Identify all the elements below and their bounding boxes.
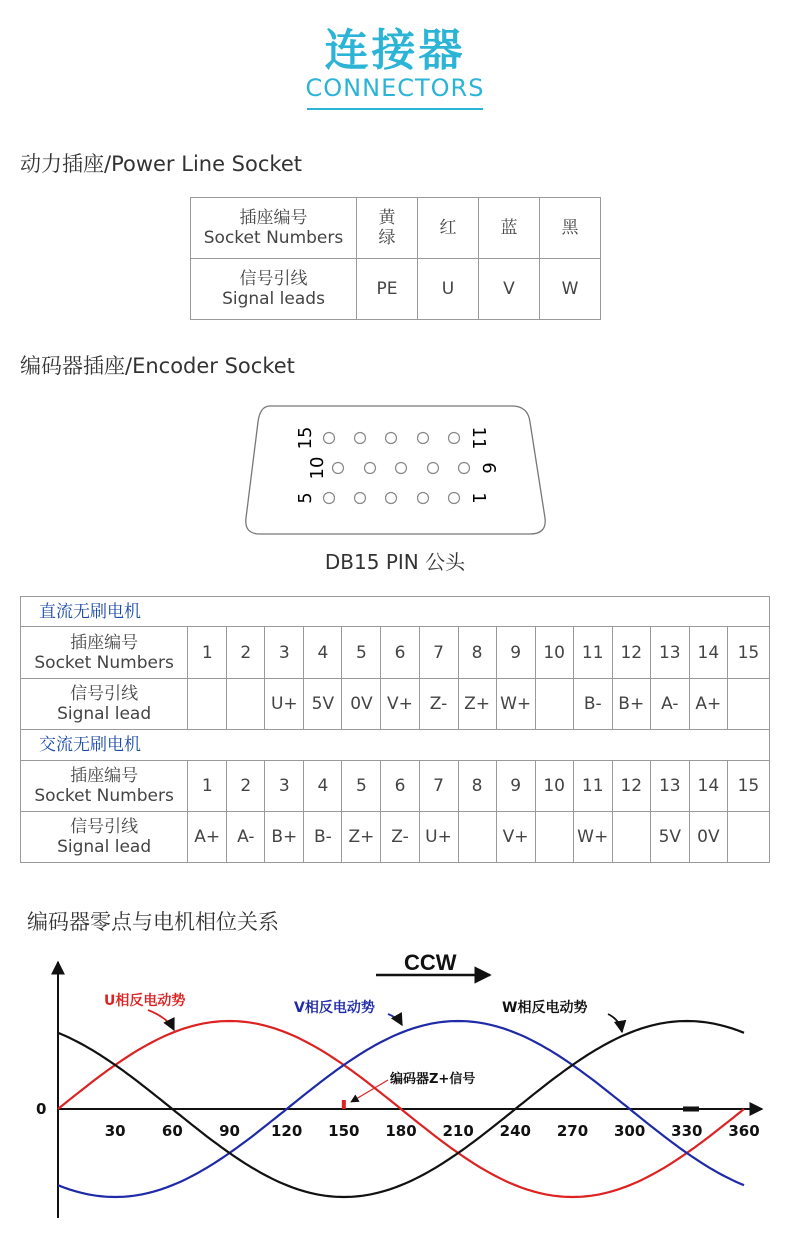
table-cell: 红 <box>418 198 479 259</box>
table-cell: PE <box>357 259 418 320</box>
table-cell: 14 <box>689 761 727 812</box>
pin-label-1: 1 <box>468 492 489 504</box>
table-cell: 7 <box>419 627 458 679</box>
pin-label-11: 11 <box>468 426 489 450</box>
x-tick-label: 150 <box>328 1122 360 1140</box>
phase-chart-heading: 编码器零点与电机相位关系 <box>27 910 279 934</box>
table-cell: V+ <box>381 679 419 730</box>
pin-hole <box>324 433 335 444</box>
table-cell: 0V <box>342 679 381 730</box>
table-cell <box>535 812 573 863</box>
x-tick-label: 270 <box>556 1122 589 1140</box>
x-tick-label: 180 <box>385 1122 417 1140</box>
table-cell <box>727 812 769 863</box>
table-cell: B- <box>304 812 342 863</box>
table-row <box>21 761 770 812</box>
row-label-en: Socket Numbers <box>34 652 174 673</box>
table-cell: 3 <box>265 761 304 812</box>
table-cell: 8 <box>458 761 496 812</box>
x-tick-labels <box>105 1122 760 1140</box>
table-cell: 5 <box>342 761 381 812</box>
phase-chart <box>0 940 790 1240</box>
table-cell: 15 <box>727 627 769 679</box>
x-tick-label: 30 <box>104 1122 126 1140</box>
power-socket-table <box>190 197 601 320</box>
table-cell: A- <box>227 812 265 863</box>
row-label-en: Socket Numbers <box>203 228 344 248</box>
page-subtitle: CONNECTORS <box>305 74 485 102</box>
power-socket-heading: 动力插座/Power Line Socket <box>20 152 302 176</box>
table-cell: 10 <box>535 761 573 812</box>
table-cell: 2 <box>227 627 265 679</box>
pin-label-15: 15 <box>295 426 316 450</box>
table-row <box>21 679 770 730</box>
pin-hole <box>355 493 366 504</box>
title-underline <box>307 108 483 110</box>
table-cell: 黑 <box>540 198 601 259</box>
table-cell: Z- <box>381 812 419 863</box>
table-row <box>191 198 601 259</box>
table-cell <box>727 679 769 730</box>
table-cell: 7 <box>419 761 458 812</box>
table-cell: B- <box>573 679 612 730</box>
pin-hole <box>386 493 397 504</box>
table-section-header <box>21 730 770 761</box>
row-label <box>21 812 188 863</box>
row-label <box>21 627 188 679</box>
table-cell: 11 <box>573 761 612 812</box>
pin-hole <box>449 493 460 504</box>
x-tick-label: 300 <box>614 1122 646 1140</box>
row-label <box>21 761 188 812</box>
table-cell: Z+ <box>342 812 381 863</box>
ac-motor-heading: 交流无刷电机 <box>21 730 770 761</box>
table-cell: 12 <box>612 761 650 812</box>
table-cell: A- <box>650 679 689 730</box>
x-tick-label: 60 <box>161 1122 183 1140</box>
table-cell <box>458 812 496 863</box>
pin-hole <box>449 433 460 444</box>
table-cell: 6 <box>381 627 419 679</box>
pin-hole <box>459 463 470 474</box>
table-cell: 0V <box>689 812 727 863</box>
table-cell: U+ <box>419 812 458 863</box>
table-cell: W+ <box>496 679 535 730</box>
row-label-en: Signal lead <box>57 704 152 724</box>
table-cell: 10 <box>535 627 573 679</box>
row-label-zh: 信号引线 <box>70 817 139 837</box>
x-tick-label: 90 <box>219 1122 240 1140</box>
table-cell: 14 <box>689 627 727 679</box>
w-curve-label: W相反电动势 <box>502 1000 588 1016</box>
db15-connector-diagram <box>240 400 552 540</box>
direction-label: CCW <box>404 950 457 975</box>
table-cell: 13 <box>650 627 689 679</box>
pin-hole <box>386 433 397 444</box>
table-row <box>21 812 770 863</box>
connector-caption: DB15 PIN 公头 <box>324 550 466 574</box>
table-cell: 2 <box>227 761 265 812</box>
table-cell <box>188 679 227 730</box>
table-row <box>191 259 601 320</box>
pin-hole <box>333 463 344 474</box>
pin-hole <box>355 433 366 444</box>
row-label-zh: 插座编号 <box>70 632 139 653</box>
table-cell: 1 <box>188 761 227 812</box>
v-curve-label: V相反电动势 <box>294 1000 375 1016</box>
v-label-pointer <box>388 1014 402 1025</box>
pin-label-6: 6 <box>478 462 499 474</box>
encoder-socket-heading: 编码器插座/Encoder Socket <box>20 354 295 378</box>
row-label-en: Socket Numbers <box>34 786 174 806</box>
x-tick-label: 120 <box>271 1122 303 1140</box>
table-cell: U+ <box>265 679 304 730</box>
table-cell: A+ <box>188 812 227 863</box>
table-section-header <box>21 597 770 627</box>
table-cell: 15 <box>727 761 769 812</box>
table-cell: V <box>479 259 540 320</box>
pin-label-10: 10 <box>307 456 328 480</box>
row-label <box>21 679 188 730</box>
table-cell: 9 <box>496 761 535 812</box>
dc-motor-heading: 直流无刷电机 <box>21 597 770 627</box>
table-cell: 12 <box>612 627 650 679</box>
table-cell: 黄 绿 <box>357 198 418 259</box>
row-label-zh: 插座编号 <box>70 766 139 786</box>
pin-hole <box>396 463 407 474</box>
table-cell: A+ <box>689 679 727 730</box>
pin-assignment-table <box>20 596 770 863</box>
row-label-zh: 信号引线 <box>239 269 308 289</box>
table-cell: Z+ <box>458 679 496 730</box>
table-cell: W+ <box>573 812 612 863</box>
pin-hole <box>365 463 376 474</box>
x-tick-label: 240 <box>499 1122 531 1140</box>
table-cell: 13 <box>650 761 689 812</box>
pin-hole <box>418 433 429 444</box>
z-signal-label: 编码器Z+信号 <box>390 1072 476 1087</box>
x-tick-label: 330 <box>671 1122 703 1140</box>
table-cell: 1 <box>188 627 227 679</box>
table-cell <box>227 679 265 730</box>
z-signal-mark <box>342 1100 346 1109</box>
table-cell: 4 <box>304 627 342 679</box>
row-label <box>191 198 357 259</box>
table-cell: 8 <box>458 627 496 679</box>
table-row <box>21 627 770 679</box>
table-cell: B+ <box>265 812 304 863</box>
table-cell: 5 <box>342 627 381 679</box>
u-curve-label: U相反电动势 <box>104 993 186 1009</box>
page-title: 连接器 <box>324 25 466 76</box>
table-cell: 11 <box>573 627 612 679</box>
zero-label: 0 <box>36 1100 47 1118</box>
table-cell <box>612 812 650 863</box>
table-cell: 6 <box>381 761 419 812</box>
table-cell: 5V <box>650 812 689 863</box>
table-cell: U <box>418 259 479 320</box>
table-cell: V+ <box>496 812 535 863</box>
table-cell: 5V <box>304 679 342 730</box>
table-cell: W <box>540 259 601 320</box>
table-cell: 3 <box>265 627 304 679</box>
table-cell: 9 <box>496 627 535 679</box>
row-label-en: Signal leads <box>222 289 325 309</box>
row-label-zh: 信号引线 <box>70 684 139 704</box>
table-cell: B+ <box>612 679 650 730</box>
pin-hole <box>418 493 429 504</box>
table-cell: Z- <box>419 679 458 730</box>
pin-hole <box>324 493 335 504</box>
x-tick-label: 360 <box>728 1122 760 1140</box>
pin-label-5: 5 <box>295 492 316 504</box>
w-label-pointer <box>608 1014 622 1032</box>
table-cell: 4 <box>304 761 342 812</box>
x-tick-label: 210 <box>442 1122 474 1140</box>
row-label <box>191 259 357 320</box>
row-label-zh: 插座编号 <box>239 208 308 228</box>
pin-hole <box>428 463 439 474</box>
table-cell <box>535 679 573 730</box>
table-cell: 蓝 <box>479 198 540 259</box>
u-label-pointer <box>148 1010 174 1030</box>
row-label-en: Signal lead <box>57 837 152 857</box>
